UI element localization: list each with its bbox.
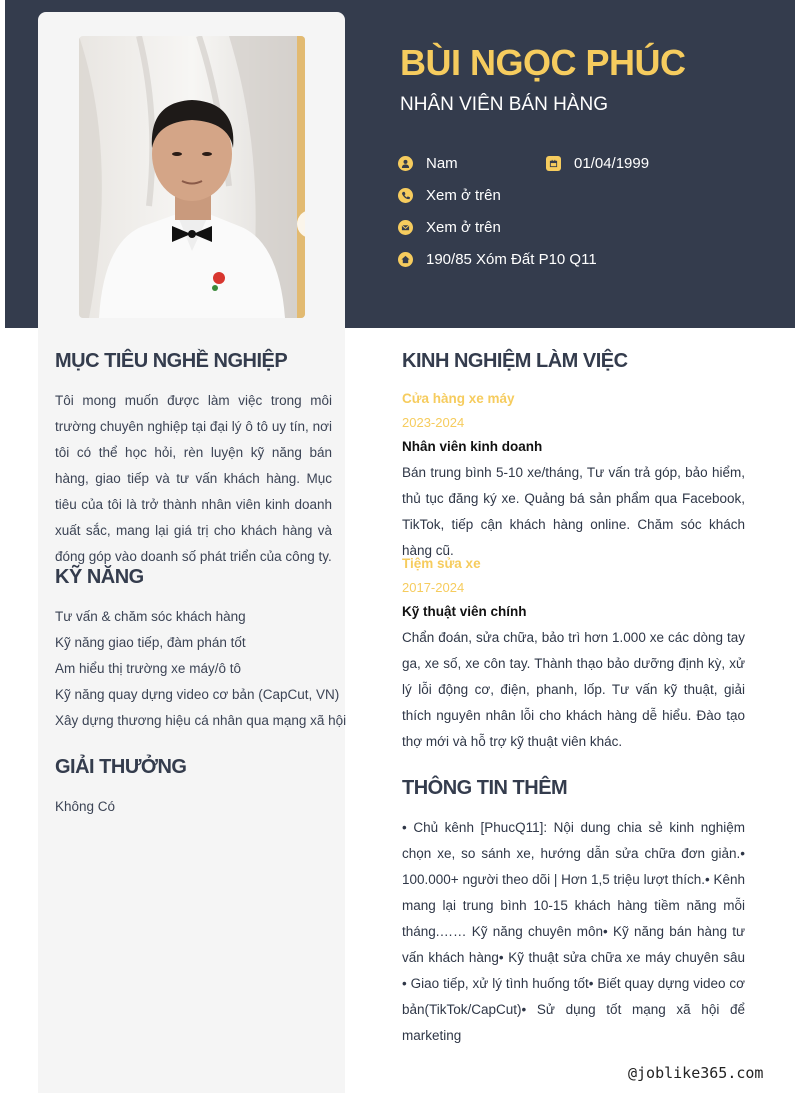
list-item: Xây dựng thương hiệu cá nhân qua mạng xã hội <box>55 713 347 728</box>
gender-row <box>398 155 458 172</box>
list-item: Kỹ năng quay dựng video cơ bản (CapCut, VN) <box>55 687 340 702</box>
awards-text: Không Có <box>55 799 116 814</box>
list-item: Am hiểu thị trường xe máy/ô tô <box>55 661 241 676</box>
job-1-company: Cửa hàng xe máy <box>402 391 515 406</box>
birthday-value: 01/04/1999 <box>574 155 650 172</box>
watermark: @joblike365.com <box>628 1064 764 1082</box>
phone-icon <box>398 188 413 203</box>
phone-value: Xem ở trên <box>426 187 501 204</box>
calendar-icon <box>546 156 561 171</box>
job-2-role: Kỹ thuật viên chính <box>402 604 527 619</box>
home-icon <box>398 252 413 267</box>
candidate-name: BÙI NGỌC PHÚC <box>400 42 686 83</box>
awards-title: GIẢI THƯỞNG <box>55 756 187 778</box>
job-title: NHÂN VIÊN BÁN HÀNG <box>400 94 608 115</box>
job-1-period: 2023-2024 <box>402 415 465 430</box>
objective-title: MỤC TIÊU NGHỀ NGHIỆP <box>55 350 288 372</box>
phone-row <box>398 187 501 204</box>
user-icon <box>398 156 413 171</box>
extra-title: THÔNG TIN THÊM <box>402 777 568 799</box>
job-2-company: Tiệm sửa xe <box>402 556 481 571</box>
job-2-description: Chẩn đoán, sửa chữa, bảo trì hơn 1.000 xe các dòng tay ga, xe số, xe côn tay. Thành thạo bảo dưỡng định kỳ, xử lý lỗi động cơ, điện, phanh, lốp. Tư vấn kỹ thuật, giải thích nguyên nhân lỗi cho khách hàng dễ hiểu. Đào tạo thợ mới và hỗ trợ kỹ thuật viên khác. <box>402 630 745 749</box>
job-1-description: Bán trung bình 5-10 xe/tháng, Tư vấn trả góp, bảo hiểm, thủ tục đăng ký xe. Quảng bá sản phẩm qua Facebook, TikTok, tiếp cận khách hàng online. Chăm sóc khách hàng cũ. <box>402 465 745 558</box>
experience-title: KINH NGHIỆM LÀM VIỆC <box>402 350 628 372</box>
address-row <box>398 251 597 268</box>
job-1-role: Nhân viên kinh doanh <box>402 439 543 454</box>
profile-photo <box>79 36 305 318</box>
list-item: Tư vấn & chăm sóc khách hàng <box>55 609 246 624</box>
extra-text: • Chủ kênh [PhucQ11]: Nội dung chia sẻ kinh nghiệm chọn xe, so sánh xe, hướng dẫn sửa chữa đơn giản.• 100.000+ người theo dõi | Hơn 1,5 triệu lượt thích.• Kênh mang lại trung bình 10-15 khách hàng tiềm năng mỗi tháng.…… Kỹ năng chuyên môn• Kỹ năng bán hàng tư vấn khách hàng• Kỹ thuật sửa chữa xe máy chuyên sâu • Giao tiếp, xử lý tình huống tốt• Biết quay dựng video cơ bản(TikTok/CapCut)• Sử dụng tốt mạng xã hội để marketing <box>402 820 745 1043</box>
envelope-icon <box>398 220 413 235</box>
skills-title: KỸ NĂNG <box>55 566 144 588</box>
objective-text: Tôi mong muốn được làm việc trong môi trường chuyên nghiệp tại đại lý ô tô uy tín, nơi tôi có thể học hỏi, rèn luyện kỹ năng bán hàng, giao tiếp và tư vấn khách hàng. Mục tiêu của tôi là trở thành nhân viên kinh doanh xuất sắc, mang lại giá trị cho khách hàng và đóng góp vào doanh số phát triển của công ty. <box>55 393 332 564</box>
email-value: Xem ở trên <box>426 219 501 236</box>
skills-list <box>55 604 346 734</box>
list-item: Kỹ năng giao tiếp, đàm phán tốt <box>55 635 246 650</box>
address-value: 190/85 Xóm Đất P10 Q11 <box>426 251 597 268</box>
email-row <box>398 219 501 236</box>
birthday-row <box>546 155 649 172</box>
gender-value: Nam <box>426 155 458 172</box>
job-2-period: 2017-2024 <box>402 580 465 595</box>
